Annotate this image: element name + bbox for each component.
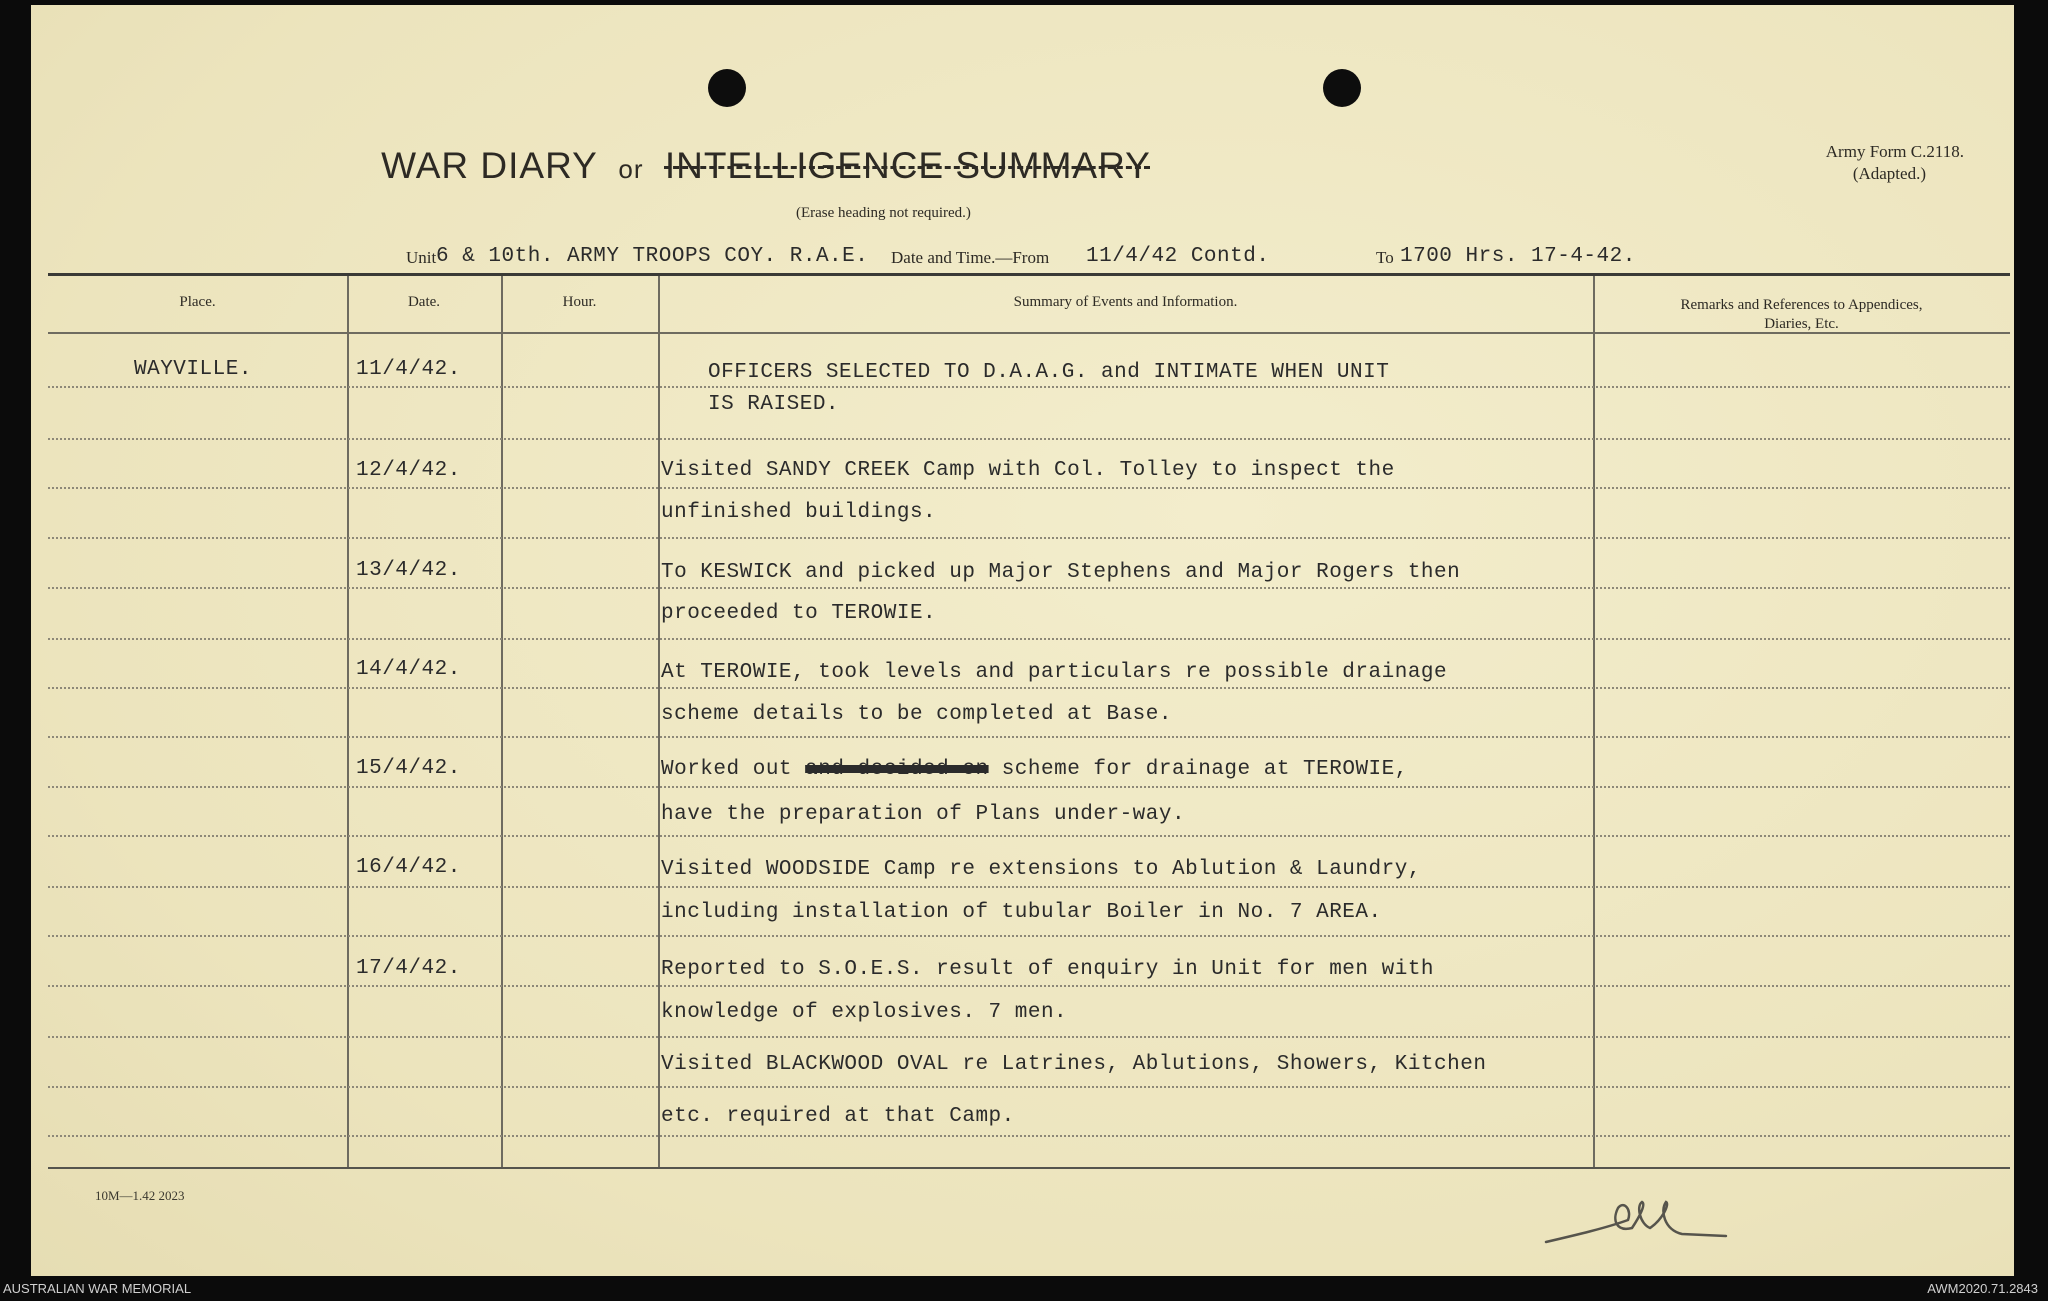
- entry-date: 11/4/42.: [356, 358, 461, 381]
- entry-line: To KESWICK and picked up Major Stephens and Major Rogers then: [661, 561, 1461, 584]
- date-time-label: Date and Time.—From: [891, 248, 1050, 267]
- entry-date: 14/4/42.: [356, 658, 461, 681]
- entry-date: 12/4/42.: [356, 459, 461, 482]
- from-value: 11/4/42 Contd.: [1086, 245, 1270, 268]
- entry-line: including installation of tubular Boiler in No. 7 AREA.: [661, 901, 1382, 924]
- col-header-place: Place.: [179, 294, 216, 310]
- signature-mark: [1536, 1190, 1736, 1260]
- entry-line: etc. required at that Camp.: [661, 1105, 1015, 1128]
- entry-place: WAYVILLE.: [134, 358, 252, 381]
- entry-line: proceeded to TEROWIE.: [661, 602, 937, 625]
- entry-line: IS RAISED.: [708, 393, 840, 416]
- col-header-remarks: Remarks and References to Appendices, Diaries, Etc.: [1680, 297, 1923, 332]
- entry-line: Visited WOODSIDE Camp re extensions to Ablution & Laundry,: [661, 858, 1421, 881]
- entry-line: scheme details to be completed at Base.: [661, 703, 1172, 726]
- entry-date: 17/4/42.: [356, 957, 461, 980]
- entry-line: OFFICERS SELECTED TO D.A.A.G. and INTIMATE WHEN UNIT: [708, 361, 1390, 384]
- entry-line: unfinished buildings.: [661, 501, 937, 524]
- war-diary-sheet: [31, 5, 2014, 1276]
- print-code: 10M—1.42 2023: [95, 1188, 185, 1203]
- unit-value: 6 & 10th. ARMY TROOPS COY. R.A.E.: [436, 245, 869, 268]
- col-header-date: Date.: [407, 294, 441, 310]
- entry-date: 13/4/42.: [356, 559, 461, 582]
- entry-line: have the preparation of Plans under-way.: [661, 803, 1186, 826]
- unit-label: Unit: [406, 248, 437, 267]
- army-form-number: Army Form C.2118. (Adapted.): [1825, 142, 1964, 183]
- entry-line: knowledge of explosives. 7 men.: [661, 1001, 1068, 1024]
- entry-date: 16/4/42.: [356, 856, 461, 879]
- punch-hole-right: [1323, 69, 1361, 107]
- entry-line: At TEROWIE, took levels and particulars re possible drainage: [661, 661, 1448, 684]
- entry-line: Visited SANDY CREEK Camp with Col. Tolley to inspect the: [661, 459, 1395, 482]
- erase-heading-note: (Erase heading not required.): [796, 205, 971, 221]
- unit-date-line: [406, 240, 1866, 274]
- struck-text: and decided on: [805, 758, 989, 781]
- entry-line: Worked out and decided on scheme for drainage at TEROWIE,: [661, 758, 1408, 781]
- diary-table: [48, 273, 2010, 1173]
- to-value: 1700 Hrs. 17-4-42.: [1400, 245, 1636, 268]
- form-heading: [31, 145, 1501, 187]
- entry-date: 15/4/42.: [356, 757, 461, 780]
- col-header-hour: Hour.: [562, 294, 597, 310]
- punch-hole-left: [708, 69, 746, 107]
- caption-right: AWM2020.71.2843: [1927, 1281, 2038, 1296]
- title-intelligence-summary-struck: INTELLIGENCE SUMMARY: [664, 145, 1151, 186]
- to-label: To: [1376, 248, 1394, 267]
- title-war-diary: WAR DIARY: [381, 145, 598, 186]
- col-header-summary: Summary of Events and Information.: [1013, 294, 1238, 310]
- title-or: or: [618, 154, 644, 184]
- entry-line: Visited BLACKWOOD OVAL re Latrines, Ablutions, Showers, Kitchen: [661, 1053, 1487, 1076]
- entry-line: Reported to S.O.E.S. result of enquiry in Unit for men with: [661, 958, 1435, 981]
- caption-left: AUSTRALIAN WAR MEMORIAL: [3, 1281, 192, 1296]
